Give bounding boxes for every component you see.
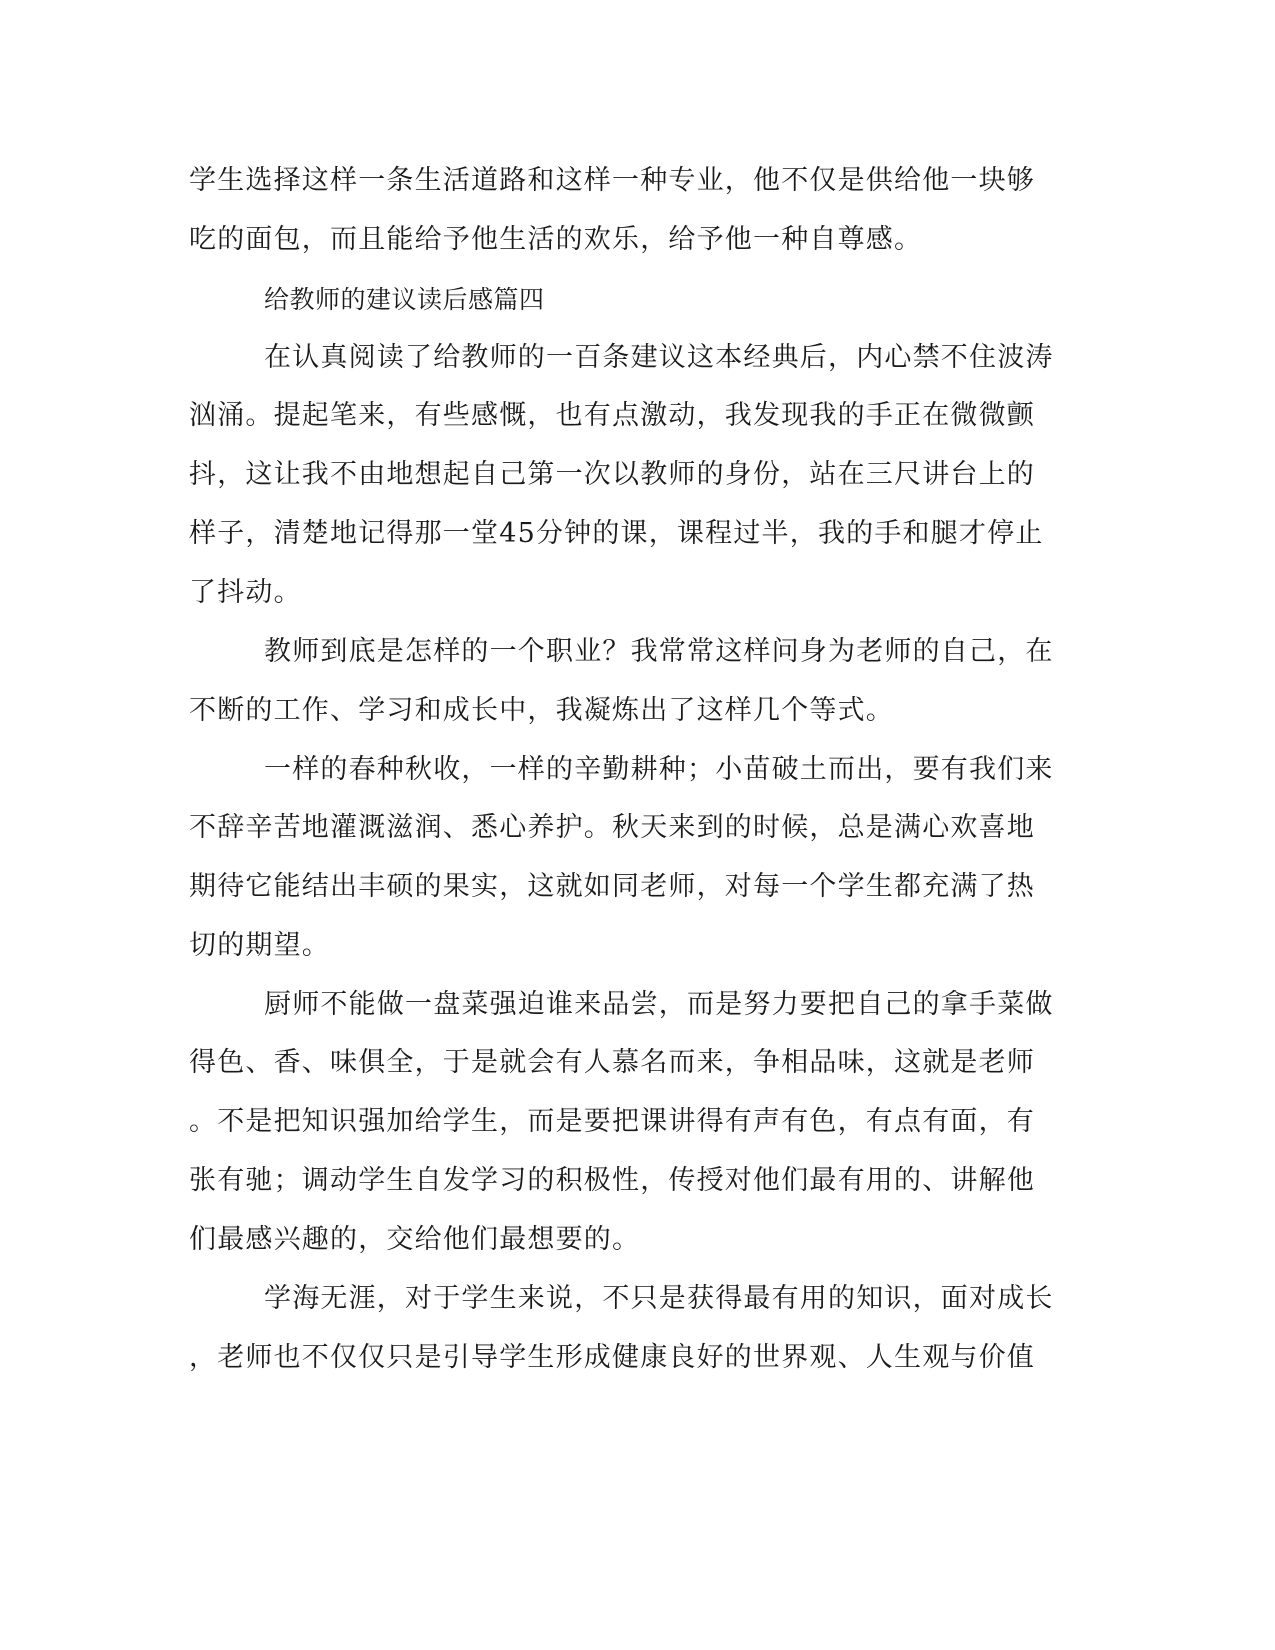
text-line: 得色、香、味俱全，于是就会有人慕名而来，争相品味，这就是老师 [189, 1047, 1035, 1078]
text-line: 期待它能结出丰硕的果实，这就如同老师，对每一个学生都充满了热 [189, 871, 1035, 902]
text-line: ，老师也不仅仅只是引导学生形成健康良好的世界观、人生观与价值 [189, 1342, 1035, 1373]
text-line: 。不是把知识强加给学生，而是要把课讲得有声有色，有点有面，有 [189, 1106, 1035, 1137]
text-line: 厨师不能做一盘菜强迫谁来品尝，而是努力要把自己的拿手菜做 [264, 989, 1054, 1020]
text-line: 学海无涯，对于学生来说，不只是获得最有用的知识，面对成长 [264, 1283, 1054, 1314]
text-line: 样子，清楚地记得那一堂45分钟的课，课程过半，我的手和腿才停止 [189, 518, 1044, 549]
text-line: 吃的面包，而且能给予他生活的欢乐，给予他一种自尊感。 [189, 224, 923, 255]
text-line: 不辞辛苦地灌溉滋润、悉心养护。秋天来到的时候，总是满心欢喜地 [189, 812, 1035, 843]
text-line: 张有驰；调动学生自发学习的积极性，传授对他们最有用的、讲解他 [189, 1165, 1035, 1196]
text-line: 一样的春种秋收，一样的辛勤耕种；小苗破土而出，要有我们来 [264, 754, 1054, 785]
text-line: 学生选择这样一条生活道路和这样一种专业，他不仅是供给他一块够 [189, 165, 1035, 196]
section-heading: 给教师的建议读后感篇四 [264, 285, 545, 314]
text-line: 在认真阅读了给教师的一百条建议这本经典后，内心禁不住波涛 [264, 342, 1054, 373]
text-line: 不断的工作、学习和成长中，我凝炼出了这样几个等式。 [189, 695, 894, 726]
text-line: 汹涌。提起笔来，有些感慨，也有点激动，我发现我的手正在微微颤 [189, 400, 1035, 431]
text-line: 们最感兴趣的，交给他们最想要的。 [189, 1224, 641, 1255]
text-line: 了抖动。 [189, 577, 302, 608]
text-line: 切的期望。 [189, 930, 330, 961]
text-line: 教师到底是怎样的一个职业？我常常这样问身为老师的自己，在 [264, 636, 1054, 667]
text-line: 抖，这让我不由地想起自己第一次以教师的身份，站在三尺讲台上的 [189, 459, 1035, 490]
